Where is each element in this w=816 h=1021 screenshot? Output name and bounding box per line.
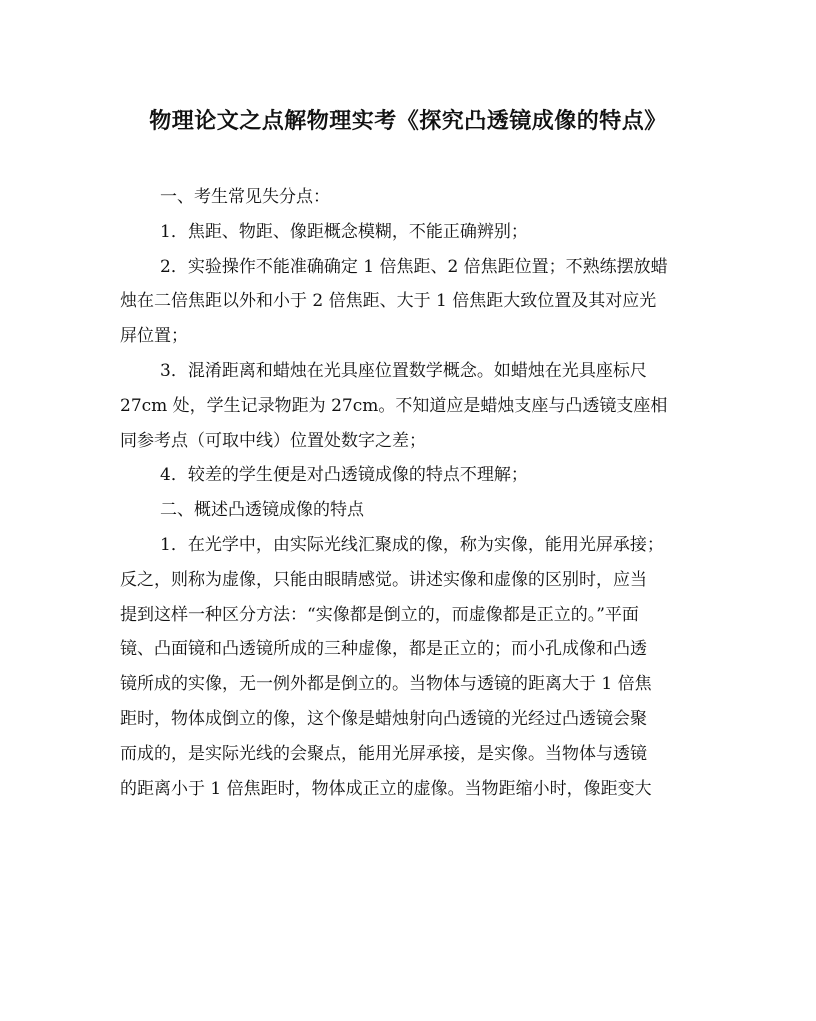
text-line: 2．实验操作不能准确确定 1 倍焦距、2 倍焦距位置；不熟练摆放蜡 bbox=[160, 256, 668, 277]
text-line: 一、考生常见失分点： bbox=[160, 187, 330, 207]
text-line: 距时，物体成倒立的像，这个像是蜡烛射向凸透镜的光经过凸透镜会聚 bbox=[120, 708, 647, 729]
text-line: 屏位置； bbox=[120, 326, 188, 347]
text-line: 镜所成的实像，无一例外都是倒立的。当物体与透镜的距离大于 1 倍焦 bbox=[120, 674, 652, 695]
document-body bbox=[120, 180, 696, 806]
text-line: 1．在光学中，由实际光线汇聚成的像，称为实像，能用光屏承接； bbox=[160, 534, 664, 555]
text-line: 提到这样一种区分方法：“实像都是倒立的，而虚像都是正立的。”平面 bbox=[120, 604, 639, 625]
document-title: 物理论文之点解物理实考《探究凸透镜成像的特点》 bbox=[149, 108, 667, 134]
text-line: 3．混淆距离和蜡烛在光具座位置数学概念。如蜡烛在光具座标尺 bbox=[160, 360, 647, 381]
text-line: 4．较差的学生便是对凸透镜成像的特点不理解； bbox=[160, 465, 528, 486]
text-line: 而成的，是实际光线的会聚点，能用光屏承接，是实像。当物体与透镜 bbox=[120, 743, 647, 764]
text-line: 镜、凸面镜和凸透镜所成的三种虚像，都是正立的；而小孔成像和凸透 bbox=[120, 639, 647, 660]
text-line: 二、概述凸透镜成像的特点 bbox=[160, 500, 364, 521]
text-line: 27cm 处，学生记录物距为 27cm。不知道应是蜡烛支座与凸透镜支座相 bbox=[120, 395, 668, 416]
text-line: 烛在二倍焦距以外和小于 2 倍焦距、大于 1 倍焦距大致位置及其对应光 bbox=[120, 291, 657, 312]
text-line: 反之，则称为虚像，只能由眼睛感觉。讲述实像和虚像的区别时，应当 bbox=[120, 569, 647, 590]
text-line: 的距离小于 1 倍焦距时，物体成正立的虚像。当物距缩小时，像距变大 bbox=[120, 778, 652, 799]
text-line: 同参考点（可取中线）位置处数字之差； bbox=[120, 430, 426, 451]
text-line: 1．焦距、物距、像距概念模糊，不能正确辨别； bbox=[160, 221, 528, 242]
